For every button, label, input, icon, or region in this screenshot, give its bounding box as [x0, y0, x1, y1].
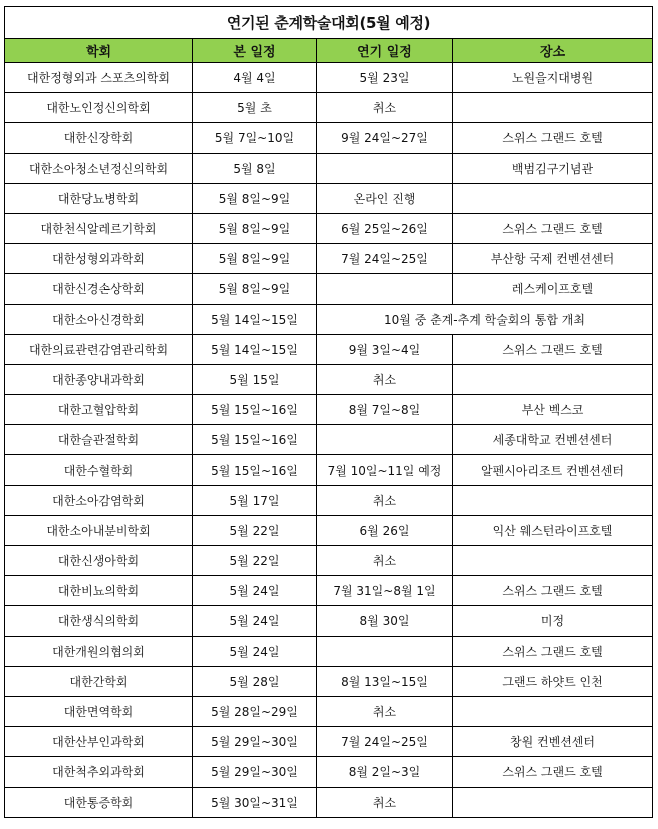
society-cell: 대한생식의학회	[5, 606, 193, 636]
society-cell: 대한신경손상학회	[5, 274, 193, 304]
original-date-cell: 5월 8일~9일	[193, 274, 317, 304]
original-date-cell: 4월 4일	[193, 63, 317, 93]
society-cell: 대한소아청소년정신의학회	[5, 153, 193, 183]
table-row	[5, 787, 653, 817]
postponed-date-cell: 취소	[317, 93, 453, 123]
postponed-date-cell: 취소	[317, 485, 453, 515]
society-cell: 대한노인정신의학회	[5, 93, 193, 123]
society-cell: 대한고혈압학회	[5, 395, 193, 425]
society-cell: 대한성형외과학회	[5, 244, 193, 274]
society-cell: 대한신장학회	[5, 123, 193, 153]
postponed-date-cell: 6월 25일~26일	[317, 213, 453, 243]
venue-cell: 세종대학교 컨벤션센터	[453, 425, 653, 455]
postponed-date-cell	[317, 636, 453, 666]
table-row	[5, 485, 653, 515]
table-row	[5, 63, 653, 93]
postponed-date-cell: 취소	[317, 696, 453, 726]
table-row	[5, 696, 653, 726]
original-date-cell: 5월 24일	[193, 636, 317, 666]
table-row	[5, 425, 653, 455]
original-date-cell: 5월 15일~16일	[193, 395, 317, 425]
society-cell: 대한면역학회	[5, 696, 193, 726]
postponed-date-cell: 8월 2일~3일	[317, 757, 453, 787]
postponed-date-cell: 5월 23일	[317, 63, 453, 93]
venue-cell	[453, 93, 653, 123]
postponed-date-cell: 7월 24일~25일	[317, 727, 453, 757]
society-cell: 대한천식알레르기학회	[5, 213, 193, 243]
venue-cell: 부산 벡스코	[453, 395, 653, 425]
venue-cell	[453, 546, 653, 576]
original-date-cell: 5월 29일~30일	[193, 727, 317, 757]
venue-cell: 노원을지대병원	[453, 63, 653, 93]
postponed-date-cell: 취소	[317, 364, 453, 394]
header-row	[5, 39, 653, 63]
society-cell: 대한슬관절학회	[5, 425, 193, 455]
table-row	[5, 727, 653, 757]
postponed-date-cell: 7월 31일~8월 1일	[317, 576, 453, 606]
original-date-cell: 5월 24일	[193, 576, 317, 606]
merged-note-cell: 10월 중 춘계-추계 학술회의 통합 개최	[317, 304, 653, 334]
postponed-date-cell: 7월 10일~11일 예정	[317, 455, 453, 485]
original-date-cell: 5월 29일~30일	[193, 757, 317, 787]
venue-cell: 알펜시아리조트 컨벤션센터	[453, 455, 653, 485]
table-row	[5, 395, 653, 425]
society-cell: 대한소아감염학회	[5, 485, 193, 515]
postponed-date-cell: 8월 30일	[317, 606, 453, 636]
original-date-cell: 5월 15일~16일	[193, 425, 317, 455]
original-date-cell: 5월 22일	[193, 546, 317, 576]
original-date-cell: 5월 14일~15일	[193, 334, 317, 364]
venue-cell: 레스케이프호텔	[453, 274, 653, 304]
original-date-cell: 5월 28일	[193, 666, 317, 696]
society-cell: 대한당뇨병학회	[5, 183, 193, 213]
conference-schedule-sheet	[4, 6, 652, 818]
original-date-cell: 5월 17일	[193, 485, 317, 515]
original-date-cell: 5월 8일~9일	[193, 183, 317, 213]
conference-table	[4, 6, 653, 818]
column-header-society: 학회	[5, 39, 193, 63]
original-date-cell: 5월 28일~29일	[193, 696, 317, 726]
society-cell: 대한간학회	[5, 666, 193, 696]
venue-cell	[453, 183, 653, 213]
society-cell: 대한소아신경학회	[5, 304, 193, 334]
postponed-date-cell: 9월 24일~27일	[317, 123, 453, 153]
original-date-cell: 5월 15일~16일	[193, 455, 317, 485]
title-row	[5, 7, 653, 39]
postponed-date-cell	[317, 425, 453, 455]
table-row	[5, 455, 653, 485]
venue-cell: 미정	[453, 606, 653, 636]
venue-cell	[453, 485, 653, 515]
venue-cell	[453, 364, 653, 394]
venue-cell: 스위스 그랜드 호텔	[453, 757, 653, 787]
table-row	[5, 666, 653, 696]
table-row	[5, 364, 653, 394]
table-row	[5, 546, 653, 576]
original-date-cell: 5월 7일~10일	[193, 123, 317, 153]
venue-cell: 부산항 국제 컨벤션센터	[453, 244, 653, 274]
postponed-date-cell	[317, 153, 453, 183]
postponed-date-cell: 취소	[317, 787, 453, 817]
venue-cell: 스위스 그랜드 호텔	[453, 576, 653, 606]
postponed-date-cell: 9월 3일~4일	[317, 334, 453, 364]
venue-cell: 익산 웨스턴라이프호텔	[453, 515, 653, 545]
postponed-date-cell: 온라인 진행	[317, 183, 453, 213]
table-row	[5, 183, 653, 213]
table-row	[5, 304, 653, 334]
venue-cell	[453, 696, 653, 726]
venue-cell: 스위스 그랜드 호텔	[453, 636, 653, 666]
table-row	[5, 93, 653, 123]
society-cell: 대한통증학회	[5, 787, 193, 817]
original-date-cell: 5월 14일~15일	[193, 304, 317, 334]
original-date-cell: 5월 8일	[193, 153, 317, 183]
society-cell: 대한정형외과 스포츠의학회	[5, 63, 193, 93]
original-date-cell: 5월 30일~31일	[193, 787, 317, 817]
venue-cell: 스위스 그랜드 호텔	[453, 334, 653, 364]
society-cell: 대한신생아학회	[5, 546, 193, 576]
original-date-cell: 5월 15일	[193, 364, 317, 394]
postponed-date-cell: 6월 26일	[317, 515, 453, 545]
table-row	[5, 244, 653, 274]
venue-cell: 스위스 그랜드 호텔	[453, 213, 653, 243]
original-date-cell: 5월 22일	[193, 515, 317, 545]
venue-cell	[453, 787, 653, 817]
postponed-date-cell	[317, 274, 453, 304]
original-date-cell: 5월 8일~9일	[193, 213, 317, 243]
column-header-venue: 장소	[453, 39, 653, 63]
original-date-cell: 5월 24일	[193, 606, 317, 636]
society-cell: 대한비뇨의학회	[5, 576, 193, 606]
society-cell: 대한종양내과학회	[5, 364, 193, 394]
society-cell: 대한산부인과학회	[5, 727, 193, 757]
table-row	[5, 213, 653, 243]
table-title: 연기된 춘계학술대회(5월 예정)	[5, 7, 653, 39]
table-row	[5, 636, 653, 666]
society-cell: 대한수혈학회	[5, 455, 193, 485]
original-date-cell: 5월 초	[193, 93, 317, 123]
table-row	[5, 123, 653, 153]
venue-cell: 백범김구기념관	[453, 153, 653, 183]
original-date-cell: 5월 8일~9일	[193, 244, 317, 274]
postponed-date-cell: 8월 13일~15일	[317, 666, 453, 696]
table-row	[5, 576, 653, 606]
column-header-original-date: 본 일정	[193, 39, 317, 63]
table-row	[5, 515, 653, 545]
society-cell: 대한의료관련감염관리학회	[5, 334, 193, 364]
table-row	[5, 334, 653, 364]
table-row	[5, 274, 653, 304]
table-row	[5, 153, 653, 183]
venue-cell: 스위스 그랜드 호텔	[453, 123, 653, 153]
postponed-date-cell: 7월 24일~25일	[317, 244, 453, 274]
society-cell: 대한척추외과학회	[5, 757, 193, 787]
table-row	[5, 606, 653, 636]
society-cell: 대한소아내분비학회	[5, 515, 193, 545]
table-row	[5, 757, 653, 787]
postponed-date-cell: 취소	[317, 546, 453, 576]
society-cell: 대한개원의협의회	[5, 636, 193, 666]
venue-cell: 창원 컨벤션센터	[453, 727, 653, 757]
postponed-date-cell: 8월 7일~8일	[317, 395, 453, 425]
venue-cell: 그랜드 하얏트 인천	[453, 666, 653, 696]
column-header-postponed-date: 연기 일정	[317, 39, 453, 63]
